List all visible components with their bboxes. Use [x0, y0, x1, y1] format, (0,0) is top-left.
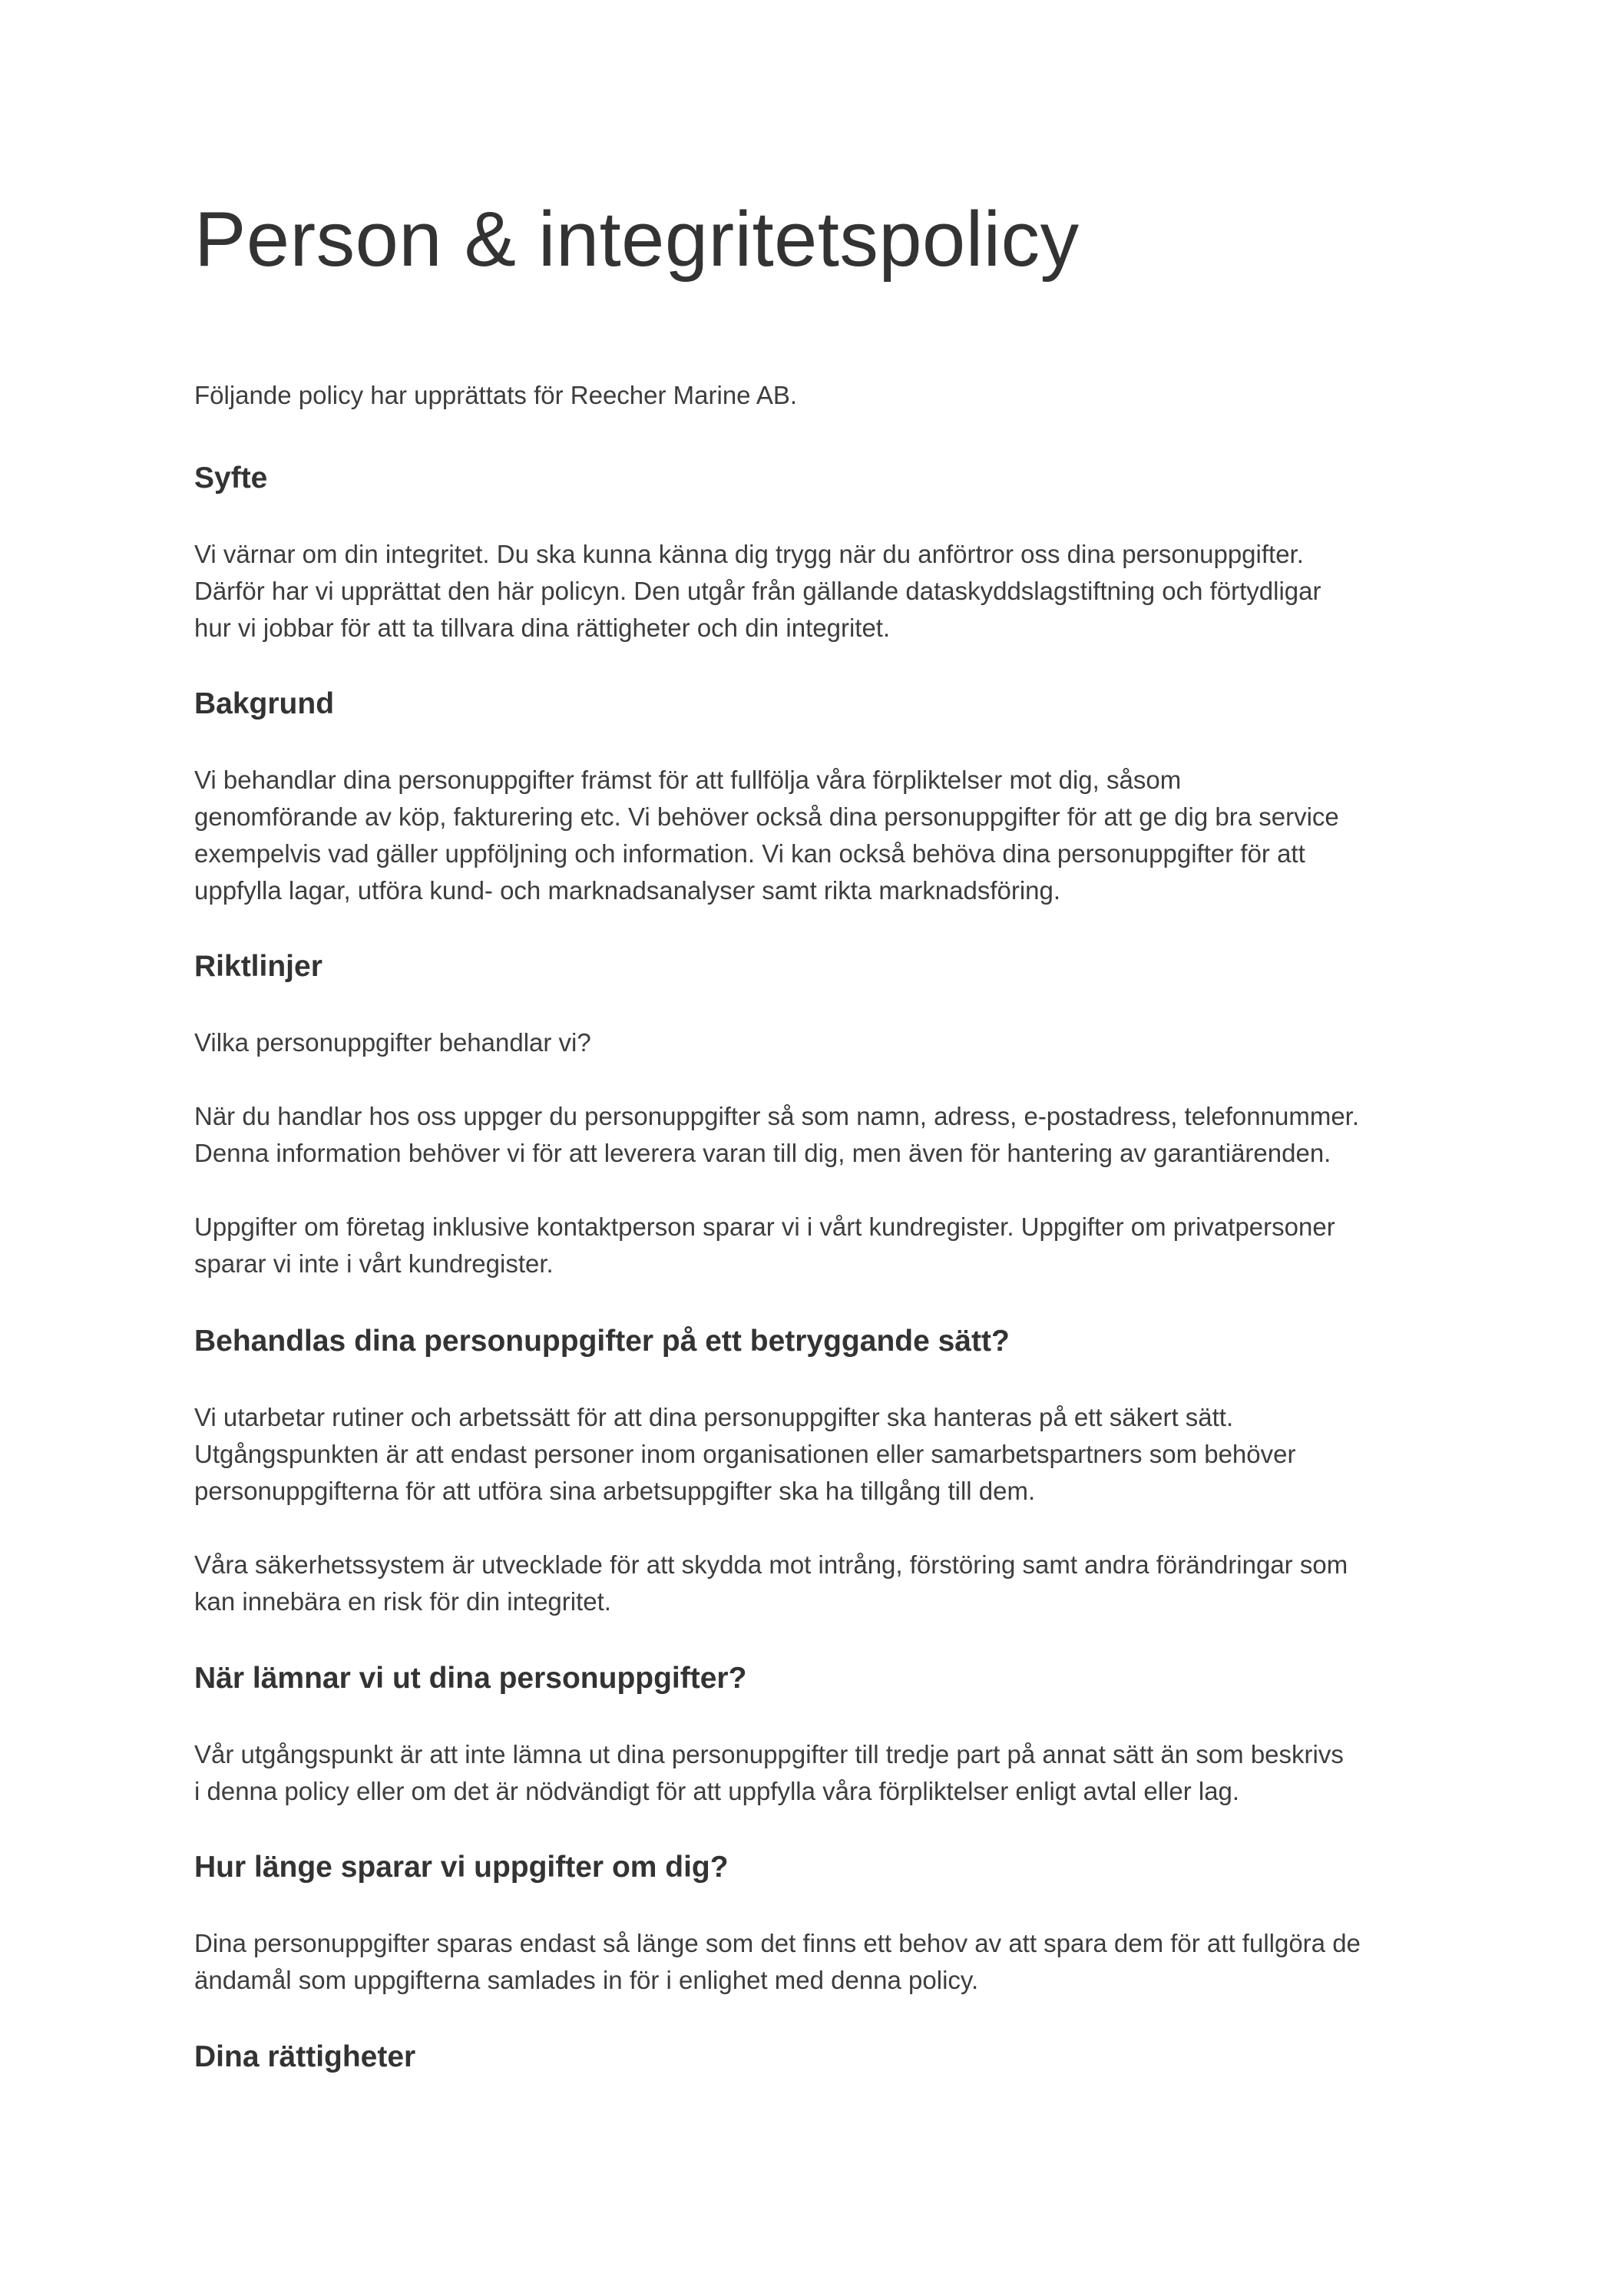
- paragraph-behandlas-2: [194, 1547, 1454, 1620]
- section-heading-riktlinjer: Riktlinjer: [194, 950, 322, 983]
- text-line: kan innebära en risk för din integritet.: [194, 1587, 611, 1616]
- text-line: När du handlar hos oss uppger du personuppgifter så som namn, adress, e-postadress, telefonnummer.: [194, 1102, 1360, 1130]
- text-line: Våra säkerhetssystem är utvecklade för att skydda mot intrång, förstöring samt andra förändringar som: [194, 1550, 1348, 1579]
- text-line: exempelvis vad gäller uppföljning och information. Vi kan också behöva dina personuppgifter för att: [194, 839, 1305, 868]
- section-heading-syfte: Syfte: [194, 462, 268, 495]
- text-line: Därför har vi upprättat den här policyn. Den utgår från gällande dataskyddslagstiftning och förtydligar: [194, 577, 1321, 605]
- paragraph-lamnar-1: [194, 1736, 1454, 1810]
- paragraph-riktlinjer-1: [194, 1024, 1454, 1061]
- text-line: Denna information behöver vi för att leverera varan till dig, men även för hantering av garantiärenden.: [194, 1139, 1331, 1167]
- text-line: sparar vi inte i vårt kundregister.: [194, 1249, 554, 1278]
- text-line: uppfylla lagar, utföra kund- och marknadsanalyser samt rikta marknadsföring.: [194, 876, 1061, 905]
- section-heading-behandlas: Behandlas dina personuppgifter på ett betryggande sätt?: [194, 1325, 1010, 1358]
- text-line: Utgångspunkten är att endast personer inom organisationen eller samarbetspartners som behöver: [194, 1440, 1296, 1468]
- text-line: Dina personuppgifter sparas endast så länge som det finns ett behov av att spara dem för att fullgöra de: [194, 1929, 1361, 1957]
- text-line: i denna policy eller om det är nödvändigt för att uppfylla våra förpliktelser enligt avtal eller lag.: [194, 1777, 1240, 1805]
- section-heading-bakgrund: Bakgrund: [194, 687, 335, 720]
- text-line: Vi värnar om din integritet. Du ska kunna känna dig trygg när du anförtror oss dina personuppgifter.: [194, 540, 1304, 568]
- text-line: Vår utgångspunkt är att inte lämna ut dina personuppgifter till tredje part på annat sätt än som beskrivs: [194, 1740, 1344, 1768]
- text-line: Vilka personuppgifter behandlar vi?: [194, 1028, 591, 1057]
- text-line: hur vi jobbar för att ta tillvara dina rättigheter och din integritet.: [194, 614, 891, 642]
- paragraph-syfte-1: [194, 536, 1454, 647]
- page-title: Person & integritetspolicy: [194, 197, 1080, 283]
- text-line: Följande policy har upprättats för Reecher Marine AB.: [194, 381, 798, 409]
- text-line: Vi behandlar dina personuppgifter främst för att fullfölja våra förpliktelser mot dig, såsom: [194, 766, 1182, 794]
- text-line: Vi utarbetar rutiner och arbetssätt för att dina personuppgifter ska hanteras på ett säkert sätt.: [194, 1403, 1234, 1431]
- section-heading-lamnar: När lämnar vi ut dina personuppgifter?: [194, 1662, 747, 1695]
- paragraph-riktlinjer-2: [194, 1098, 1454, 1172]
- section-heading-rattigheter: Dina rättigheter: [194, 2040, 416, 2073]
- text-line: Uppgifter om företag inklusive kontaktperson sparar vi i vårt kundregister. Uppgifter om privatpersoner: [194, 1213, 1335, 1241]
- text-line: genomförande av köp, fakturering etc. Vi behöver också dina personuppgifter för att ge dig bra service: [194, 802, 1339, 831]
- section-heading-sparar: Hur länge sparar vi uppgifter om dig?: [194, 1851, 729, 1884]
- text-line: personuppgifterna för att utföra sina arbetsuppgifter ska ha tillgång till dem.: [194, 1477, 1036, 1505]
- paragraph-behandlas-1: [194, 1399, 1454, 1510]
- intro-paragraph: [194, 377, 1454, 414]
- paragraph-sparar-1: [194, 1925, 1454, 1999]
- text-line: ändamål som uppgifterna samlades in för i enlighet med denna policy.: [194, 1966, 979, 1994]
- paragraph-riktlinjer-3: [194, 1209, 1454, 1282]
- paragraph-bakgrund-1: [194, 762, 1454, 909]
